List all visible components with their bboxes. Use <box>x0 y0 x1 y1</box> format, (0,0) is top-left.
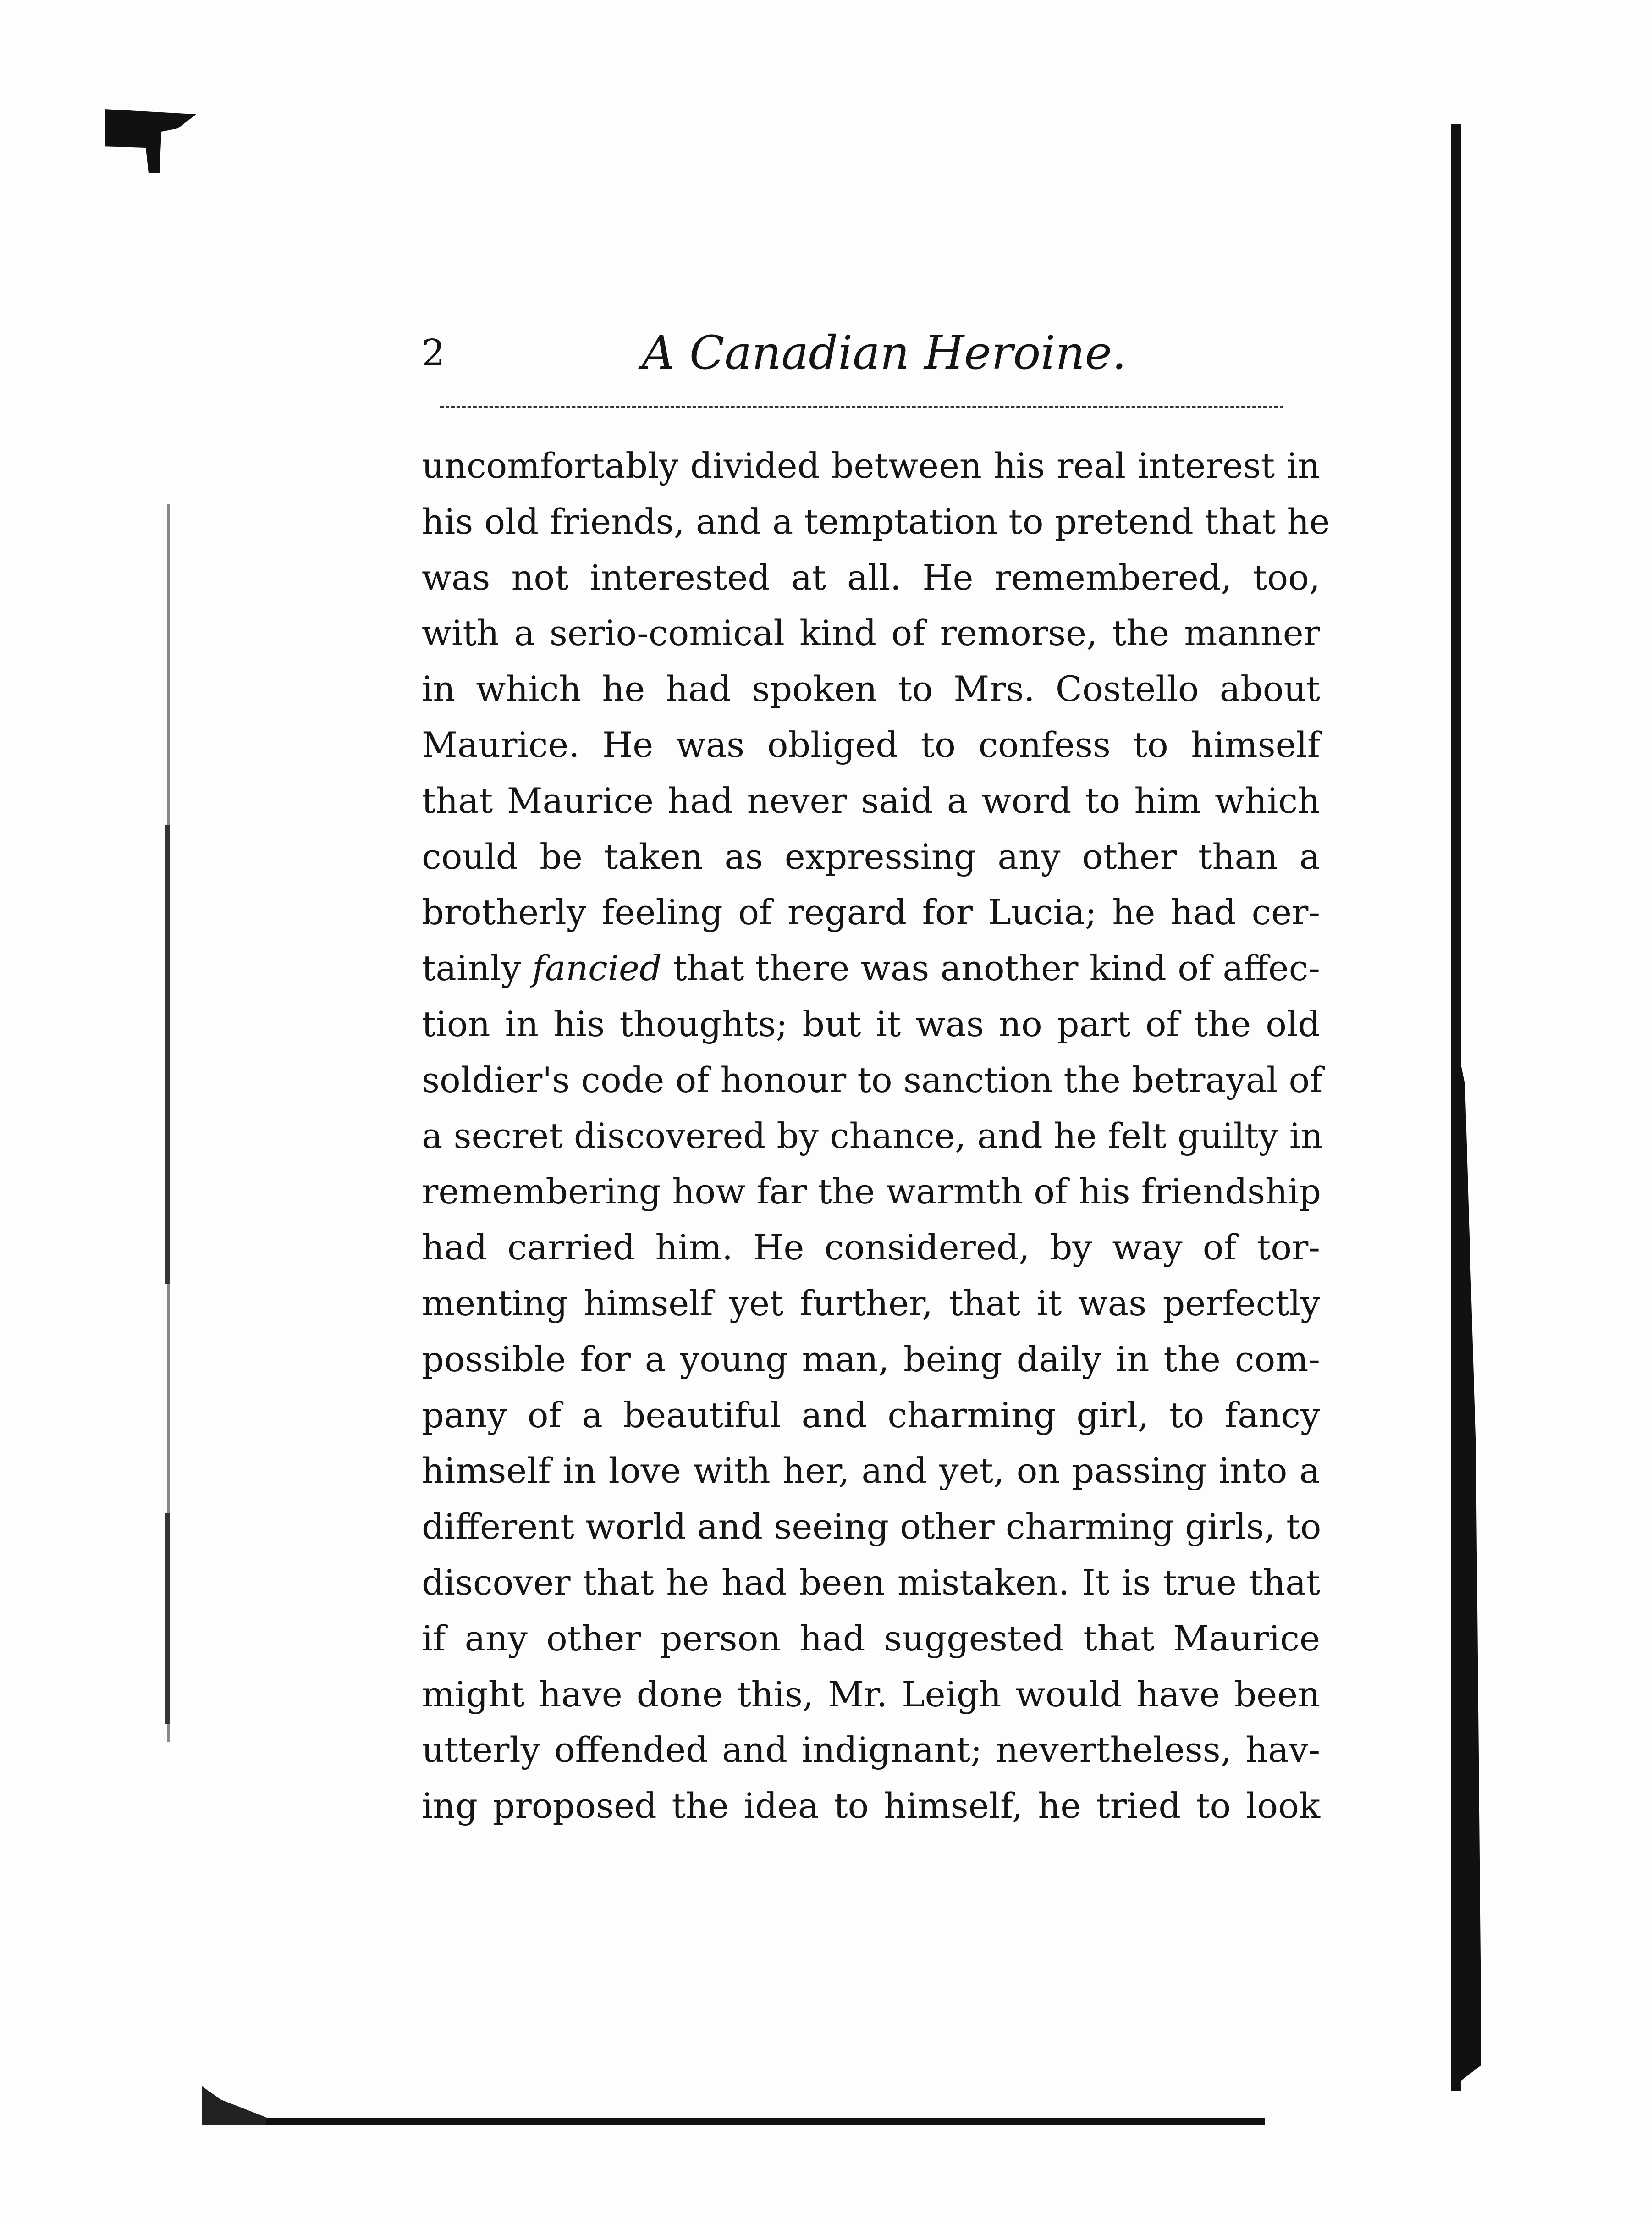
text-line: could be taken as expressing any other than a <box>422 836 1320 877</box>
page-bottom-edge <box>202 2118 1265 2125</box>
header-rule <box>440 406 1283 408</box>
text-line: different world and seeing other charming girls, to <box>422 1506 1322 1547</box>
text-line: menting himself yet further, that it was perfectly <box>422 1282 1320 1324</box>
page-number: 2 <box>422 331 445 374</box>
page-left-edge-shadow <box>165 1513 170 1724</box>
text-line: his old friends, and a temptation to pretend that he <box>422 501 1330 542</box>
text-line: a secret discovered by chance, and he felt guilty in <box>422 1115 1323 1156</box>
text-line: might have done this, Mr. Leigh would have been <box>422 1673 1320 1715</box>
page-header <box>422 321 1293 385</box>
text-line: in which he had spoken to Mrs. Costello about <box>422 668 1320 710</box>
page-left-edge-shadow <box>165 825 170 1284</box>
text-line: uncomfortably divided between his real interest in <box>422 445 1320 486</box>
italic-word: fancied <box>532 948 662 989</box>
text-line: that Maurice had never said a word to him which <box>422 780 1320 821</box>
text-line: brotherly feeling of regard for Lucia; he had cer- <box>422 892 1320 933</box>
page-right-edge-shadow <box>1454 1032 1481 2086</box>
text-line: if any other person had suggested that Maurice <box>422 1617 1320 1659</box>
text-line: Maurice. He was obliged to confess to himself <box>422 724 1320 765</box>
text-line: soldier's code of honour to sanction the betrayal of <box>422 1059 1323 1100</box>
text-line: remembering how far the warmth of his friendship <box>422 1171 1322 1212</box>
text-segment: that there was another kind of affec- <box>673 948 1320 989</box>
text-line: pany of a beautiful and charming girl, to fancy <box>422 1394 1320 1435</box>
text-line: was not interested at all. He remembered, too, <box>422 557 1320 598</box>
page-bottom-corner-shadow <box>202 2086 266 2125</box>
text-line: utterly offended and indignant; nevertheless, hav- <box>422 1729 1320 1771</box>
text-line <box>422 940 1320 996</box>
text-line: possible for a young man, being daily in the com- <box>422 1338 1320 1380</box>
scan-corner-artifact <box>105 109 196 173</box>
text-line: had carried him. He considered, by way of tor- <box>422 1227 1320 1268</box>
text-line: himself in love with her, and yet, on passing into a <box>422 1450 1320 1491</box>
running-title: A Canadian Heroine. <box>642 326 1127 380</box>
text-line: tion in his thoughts; but it was no part of the old <box>422 1003 1320 1044</box>
text-line: discover that he had been mistaken. It is true that <box>422 1562 1320 1603</box>
body-text <box>422 438 1330 1834</box>
text-segment: tainly <box>422 948 521 989</box>
text-line: with a serio-comical kind of remorse, the manner <box>422 613 1320 654</box>
text-line: ing proposed the idea to himself, he tried to look <box>422 1785 1320 1827</box>
